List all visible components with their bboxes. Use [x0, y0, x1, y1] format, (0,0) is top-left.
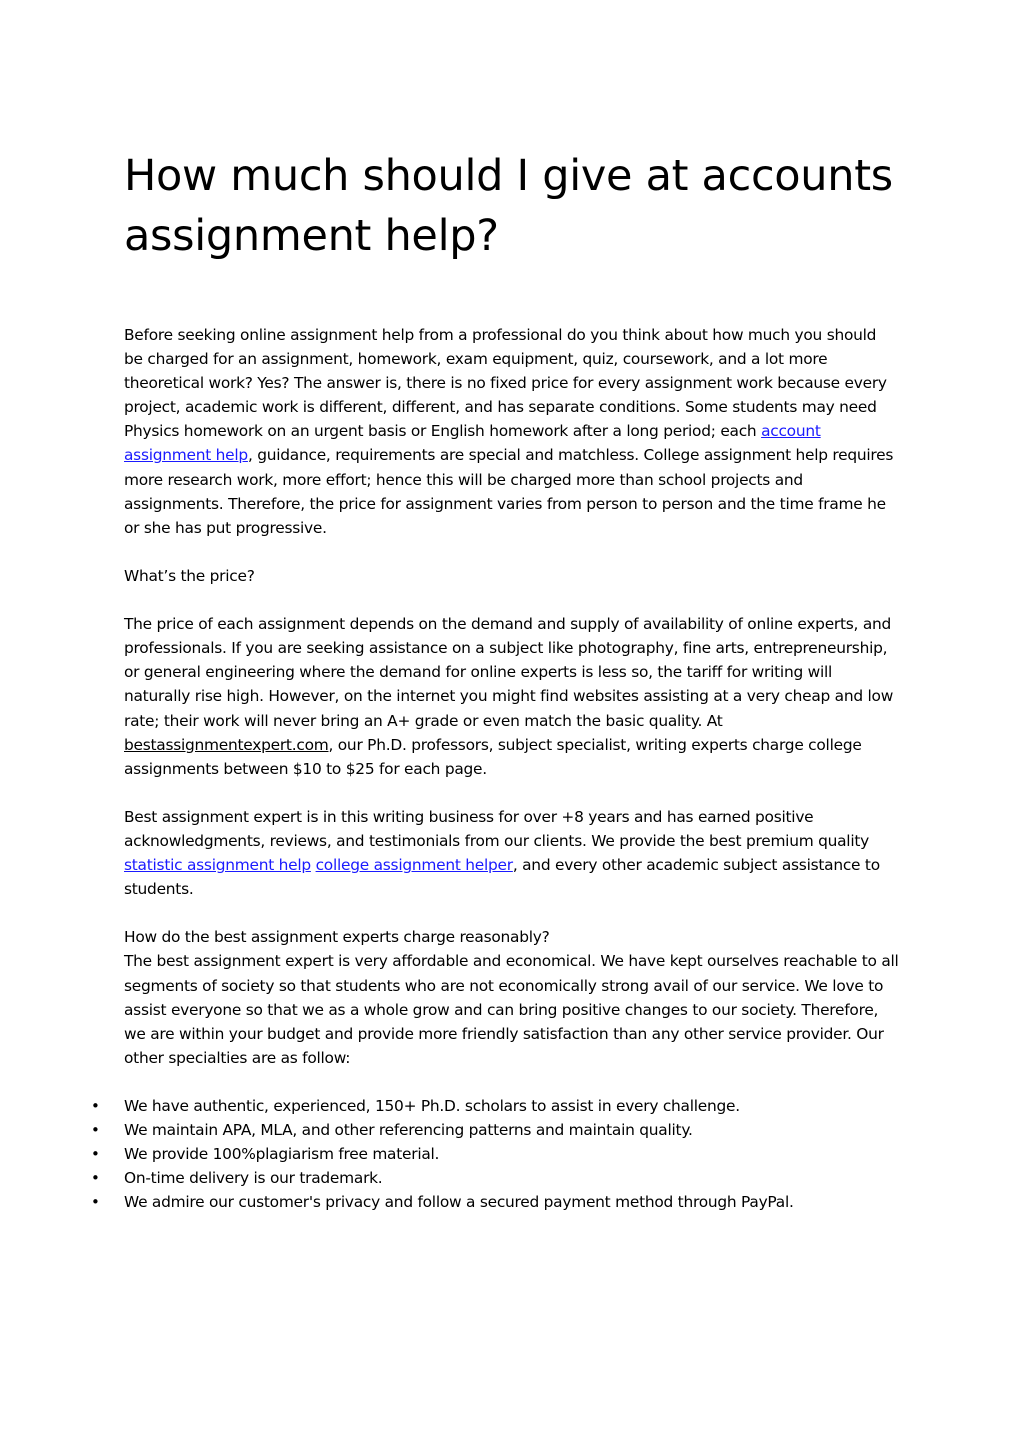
- list-item: [91, 1142, 899, 1166]
- price-heading: What’s the price?: [124, 566, 255, 585]
- intro-paragraph: [124, 323, 899, 540]
- list-item: [91, 1118, 899, 1142]
- list-item: [91, 1166, 899, 1190]
- experience-text-part2: , and every other academic subject assistance to students.: [124, 856, 880, 899]
- list-item-text: We provide 100%plagiarism free material.: [124, 1145, 440, 1164]
- bullet-icon: •: [91, 1193, 100, 1212]
- list-item-text: We have authentic, experienced, 150+ Ph.D. scholars to assist in every challenge.: [124, 1097, 740, 1115]
- list-item: [91, 1094, 899, 1118]
- document-title: How much should I give at accounts assignment help?: [124, 151, 893, 261]
- price-paragraph: [124, 612, 899, 781]
- reasonable-paragraph: The best assignment expert is very affordable and economical. We have kept ourselves reachable to all segments of society so that students who are not economically strong avail of our service. We love to assist everyone so that we as a whole grow and can bring positive changes to our society. Therefore, we are within your budget and provide more friendly satisfaction than any other service provider. Our other specialties are as follow:: [124, 952, 899, 1067]
- bullet-icon: •: [91, 1097, 100, 1115]
- bullet-icon: •: [91, 1169, 100, 1188]
- list-item-text: We maintain APA, MLA, and other referencing patterns and maintain quality.: [124, 1121, 693, 1140]
- statistic-assignment-help-link[interactable]: statistic assignment help: [124, 856, 311, 875]
- price-text-part2: , our Ph.D. professors, subject specialist, writing experts charge college assignments between $10 to $25 for each page.: [124, 735, 862, 778]
- price-text-part1: The price of each assignment depends on the demand and supply of availability of online experts, and professionals. If you are seeking assistance on a subject like photography, fine arts, entrepreneurship, or general engineering where the demand for online experts is less so, the tariff for writing will naturally rise high. However, on the internet you might find websites assisting at a very cheap and low rate; their work will never bring an A+ grade or even match the basic quality. At: [124, 615, 894, 730]
- experience-text-part1: Best assignment expert is in this writing business for over +8 years and has earned positive acknowledgments, reviews, and testimonials from our clients. We provide the best premium quality: [124, 807, 869, 850]
- list-item-text: We admire our customer's privacy and follow a secured payment method through PayPal.: [124, 1193, 794, 1212]
- bullet-icon: •: [91, 1121, 100, 1140]
- list-item: [91, 1190, 899, 1214]
- experience-paragraph: [124, 805, 899, 901]
- account-assignment-help-link[interactable]: account assignment help: [124, 422, 821, 465]
- intro-text-part1: Before seeking online assignment help from a professional do you think about how much you should be charged for an assignment, homework, exam equipment, quiz, coursework, and a lot more theoretical work? Yes? The answer is, there is no fixed price for every assignment work because every project, academic work is different, different, and has separate conditions. Some students may need Physics homework on an urgent basis or English homework after a long period; each: [124, 326, 887, 441]
- reasonable-heading: How do the best assignment experts charge reasonably?: [124, 928, 550, 947]
- document-body: [91, 323, 899, 1214]
- college-assignment-helper-link[interactable]: college assignment helper: [315, 856, 513, 875]
- list-item-text: On-time delivery is our trademark.: [124, 1169, 383, 1188]
- specialties-list: [91, 1094, 899, 1214]
- intro-text-part2: , guidance, requirements are special and matchless. College assignment help requires more research work, more effort; hence this will be charged more than school projects and assignments. Therefore, the price for assignment varies from person to person and the time frame he or she has put progressive.: [124, 446, 894, 537]
- bullet-icon: •: [91, 1145, 100, 1164]
- bestassignmentexpert-link[interactable]: bestassignmentexpert.com: [124, 735, 329, 754]
